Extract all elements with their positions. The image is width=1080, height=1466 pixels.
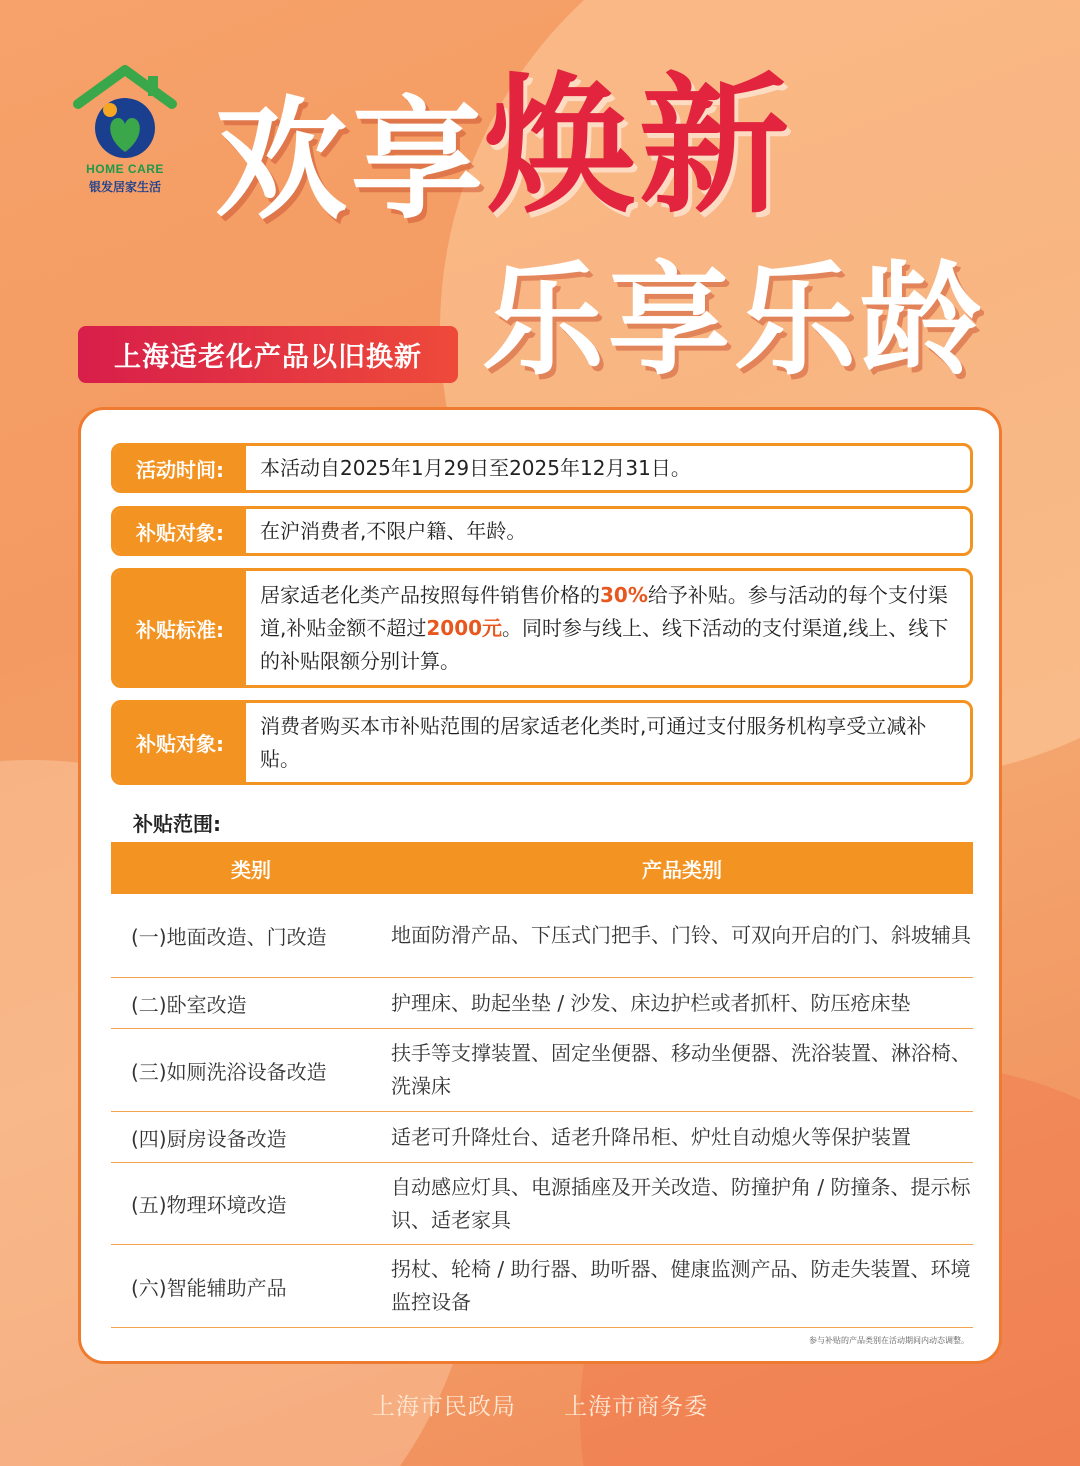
info-row-time [111, 443, 973, 493]
footnote: 参与补贴的产品类别在活动期间内动态调整。 [809, 1336, 969, 1345]
table-row [111, 1029, 973, 1112]
info-text-c: 。同时参与线上、线下活动的支付渠道,线上、线下的补贴限额分别计算。 [260, 615, 949, 673]
info-label: 补贴对象: [114, 703, 246, 782]
highlight-percent: 30% [600, 582, 648, 607]
row-products: 拐杖、轮椅 / 助行器、助听器、健康监测产品、防走失装置、环境监控设备 [391, 1257, 971, 1314]
logo-text-cn: 银发居家生活 [88, 180, 161, 194]
table-row [111, 1163, 973, 1245]
table-row [111, 1245, 973, 1328]
info-text-b: 给予补贴。参与活动的每个支付渠道,补贴金额不超过 [260, 582, 948, 640]
info-card [78, 407, 1002, 1364]
row-products: 护理床、助起坐垫 / 沙发、床边护栏或者抓杆、防压疮床垫 [391, 990, 911, 1015]
table-row [111, 894, 973, 978]
org-commerce: 上海市商务委 [564, 1394, 709, 1420]
house-heart-icon [70, 62, 180, 162]
info-text-a: 居家适老化类产品按照每件销售价格的 [260, 582, 600, 607]
header-category: 类别 [231, 857, 271, 882]
headline-part1: 欢享 [215, 84, 487, 238]
row-category: (三)如厕洗浴设备改造 [131, 1059, 327, 1084]
row-category: (五)物理环境改造 [131, 1193, 287, 1217]
header-products: 产品类别 [642, 857, 722, 882]
info-row-method [111, 700, 973, 785]
info-text: 本活动自2025年1月29日至2025年12月31日。 [260, 455, 691, 480]
info-label: 补贴标准: [114, 571, 246, 685]
info-row-target [111, 506, 973, 556]
info-row-standard [111, 568, 973, 688]
highlight-amount: 2000元 [426, 615, 503, 640]
info-text: 在沪消费者,不限户籍、年龄。 [260, 518, 527, 543]
info-text [246, 571, 970, 685]
org-civil-affairs: 上海市民政局 [371, 1394, 516, 1420]
table-header [111, 842, 973, 894]
row-products: 扶手等支撑装置、固定坐便器、移动坐便器、洗浴装置、淋浴椅、洗澡床 [391, 1041, 971, 1098]
info-label: 补贴对象: [114, 509, 246, 553]
subsidy-table [111, 842, 973, 1328]
row-products: 适老可升降灶台、适老升降吊柜、炉灶自动熄火等保护装置 [391, 1124, 911, 1149]
home-care-logo [70, 62, 180, 197]
logo-text-en: HOME CARE [86, 162, 164, 176]
info-label: 活动时间: [114, 446, 246, 490]
scope-title: 补贴范围: [133, 812, 221, 836]
row-category: (一)地面改造、门改造 [131, 925, 327, 949]
info-text: 消费者购买本市补贴范围的居家适老化类时,可通过支付服务机构享受立减补贴。 [260, 713, 927, 771]
table-row [111, 978, 973, 1029]
headline-line2: 乐享乐龄 [482, 250, 986, 392]
row-category: (二)卧室改造 [131, 992, 247, 1017]
row-category: (六)智能辅助产品 [131, 1275, 287, 1300]
footer-organizers [0, 1388, 1080, 1421]
row-category: (四)厨房设备改造 [131, 1126, 287, 1151]
row-products: 自动感应灯具、电源插座及开关改造、防撞护角 / 防撞条、提示标识、适老家具 [391, 1174, 971, 1232]
headline-part2: 焕新 [485, 60, 794, 234]
subtitle-ribbon: 上海适老化产品以旧换新 [78, 326, 458, 383]
table-row [111, 1112, 973, 1163]
row-products: 地面防滑产品、下压式门把手、门铃、可双向开启的门、斜坡辅具 [391, 923, 971, 947]
